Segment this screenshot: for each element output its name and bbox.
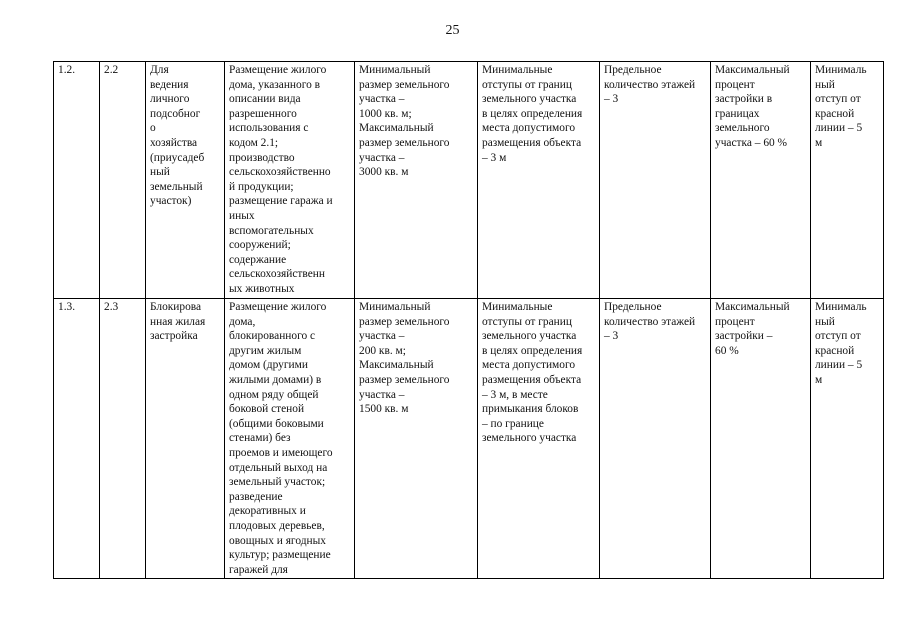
use-code-cell: 2.2 <box>100 62 146 299</box>
plot-size-cell: Минимальный размер земельного участка – 1000 кв. м; Максимальный размер земельного участка – 3000 кв. м <box>355 62 478 299</box>
table-row <box>54 299 884 579</box>
use-description-cell: Размещение жилого дома, блокированного с другим жилым домом (другими жилыми домами) в одном ряду общей боковой стеной (общими боковыми стенами) без проемов и имеющего отдельный выход на земельный участок; разведение декоративных и плодовых деревьев, овощных и ягодных культур; размещение гаражей для <box>225 299 355 579</box>
floors-limit-cell: Предельное количество этажей – 3 <box>600 62 711 299</box>
red-line-setback-cell: Минималь ный отступ от красной линии – 5 м <box>811 62 884 299</box>
use-code-cell: 2.3 <box>100 299 146 579</box>
use-name-cell: Блокирова нная жилая застройка <box>146 299 225 579</box>
use-name-cell: Для ведения личного подсобног о хозяйства (приусадеб ный земельный участок) <box>146 62 225 299</box>
land-use-regulations-table <box>53 61 884 579</box>
use-description-cell: Размещение жилого дома, указанного в описании вида разрешенного использования с кодом 2.1; производство сельскохозяйственно й продукции; размещение гаража и иных вспомогательных сооружений; содержание сельскохозяйственн ых животных <box>225 62 355 299</box>
page-number: 25 <box>445 23 460 38</box>
coverage-cell: Максимальный процент застройки в границах земельного участка – 60 % <box>711 62 811 299</box>
floors-limit-cell: Предельное количество этажей – 3 <box>600 299 711 579</box>
table-row <box>54 62 884 299</box>
row-number-cell: 1.2. <box>54 62 100 299</box>
coverage-cell: Максимальный процент застройки – 60 % <box>711 299 811 579</box>
red-line-setback-cell: Минималь ный отступ от красной линии – 5 м <box>811 299 884 579</box>
row-number-cell: 1.3. <box>54 299 100 579</box>
setbacks-cell: Минимальные отступы от границ земельного участка в целях определения места допустимого размещения объекта – 3 м, в месте примыкания блоков – по границе земельного участка <box>478 299 600 579</box>
setbacks-cell: Минимальные отступы от границ земельного участка в целях определения места допустимого размещения объекта – 3 м <box>478 62 600 299</box>
plot-size-cell: Минимальный размер земельного участка – 200 кв. м; Максимальный размер земельного участка – 1500 кв. м <box>355 299 478 579</box>
